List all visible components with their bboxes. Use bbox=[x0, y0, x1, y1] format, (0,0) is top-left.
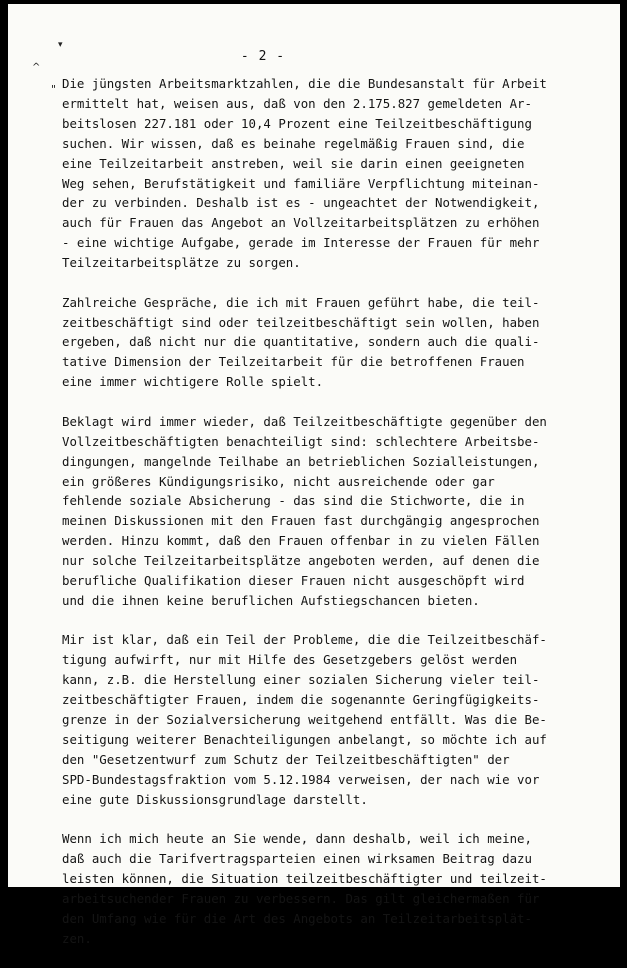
text-line: zen. bbox=[62, 930, 92, 946]
text-line: SPD-Bundestagsfraktion vom 5.12.1984 verweisen, der nach wie vor bbox=[62, 771, 540, 787]
text-line: nur solche Teilzeitarbeitsplätze angeboten werden, auf denen die bbox=[62, 553, 540, 569]
document-page bbox=[8, 4, 620, 946]
text-line: Mir ist klar, daß ein Teil der Probleme, die die Teilzeitbeschäf- bbox=[62, 632, 547, 648]
text-line: auch für Frauen das Angebot an Vollzeitarbeitsplätzen zu erhöhen bbox=[62, 215, 540, 231]
text-line: Beklagt wird immer wieder, daß Teilzeitbeschäftigte gegenüber den bbox=[62, 413, 547, 429]
text-line: kann, z.B. die Herstellung einer sozialen Sicherung vieler teil- bbox=[62, 672, 540, 688]
text-line: Vollzeitbeschäftigten benachteiligt sind: schlechtere Arbeitsbe- bbox=[62, 433, 540, 449]
text-line: grenze in der Sozialversicherung weitgehend entfällt. Was die Be- bbox=[62, 712, 547, 728]
text-line: eine gute Diskussionsgrundlage darstellt. bbox=[62, 791, 368, 807]
text-line: zeitbeschäftigter Frauen, indem die sogenannte Geringfügigkeits- bbox=[62, 692, 540, 708]
page-number: - 2 - bbox=[240, 49, 286, 64]
text-line: tative Dimension der Teilzeitarbeit für die betroffenen Frauen bbox=[62, 354, 525, 370]
text-line: eine immer wichtigere Rolle spielt. bbox=[62, 374, 324, 390]
text-line: fehlende soziale Absicherung - das sind die Stichworte, die in bbox=[62, 493, 525, 509]
paragraph bbox=[62, 74, 617, 273]
paragraph bbox=[62, 829, 617, 948]
text-line: der zu verbinden. Deshalb ist es - ungeachtet der Notwendigkeit, bbox=[62, 195, 540, 211]
text-line: Die jüngsten Arbeitsmarktzahlen, die die Bundesanstalt für Arbeit bbox=[62, 76, 547, 91]
scan-mark: ▾ bbox=[58, 40, 63, 50]
text-line: ein größeres Kündigungsrisiko, nicht ausreichende oder gar bbox=[62, 473, 495, 489]
handwritten-quote-mark: " bbox=[51, 83, 57, 96]
text-line: Wenn ich mich heute an Sie wende, dann deshalb, weil ich meine, bbox=[62, 831, 532, 847]
scan-mark: ^ bbox=[32, 62, 41, 73]
text-line: den "Gesetzentwurf zum Schutz der Teilzeitbeschäftigten" der bbox=[62, 751, 510, 767]
text-line: seitigung weiterer Benachteiligungen anbelangt, so möchte ich auf bbox=[62, 731, 547, 747]
text-line: den Umfang wie für die Art des Angebots an Teilzeitarbeitsplät- bbox=[62, 910, 532, 926]
text-line: - eine wichtige Aufgabe, gerade im Interesse der Frauen für mehr bbox=[62, 235, 540, 251]
text-line: zeitbeschäftigt sind oder teilzeitbeschäftigt sein wollen, haben bbox=[62, 314, 540, 330]
paragraph bbox=[62, 412, 617, 611]
text-line: Weg sehen, Berufstätigkeit und familiäre Verpflichtung miteinan- bbox=[62, 175, 540, 191]
text-line: meinen Diskussionen mit den Frauen fast durchgängig angesprochen bbox=[62, 513, 540, 529]
text-line: arbeitsuchender Frauen zu verbessern. Das gilt gleichermaßen für bbox=[62, 890, 540, 906]
paragraph bbox=[62, 630, 617, 809]
text-line: werden. Hinzu kommt, daß den Frauen offenbar in zu vielen Fällen bbox=[62, 533, 540, 549]
paragraph bbox=[62, 293, 617, 393]
text-line: und die ihnen keine beruflichen Aufstiegschancen bieten. bbox=[62, 592, 480, 608]
text-line: tigung aufwirft, nur mit Hilfe des Gesetzgebers gelöst werden bbox=[62, 652, 518, 668]
text-line: beitslosen 227.181 oder 10,4 Prozent eine Teilzeitbeschäftigung bbox=[62, 115, 532, 131]
text-line: Zahlreiche Gespräche, die ich mit Frauen geführt habe, die teil- bbox=[62, 294, 540, 310]
letter-body bbox=[62, 74, 617, 968]
text-line: leisten können, die Situation teilzeitbeschäftigter und teilzeit- bbox=[62, 871, 547, 886]
text-line: daß auch die Tarifvertragsparteien einen wirksamen Beitrag dazu bbox=[62, 851, 532, 867]
text-line: ermittelt hat, weisen aus, daß von den 2.175.827 gemeldeten Ar- bbox=[62, 95, 532, 111]
text-line: ergeben, daß nicht nur die quantitative, sondern auch die quali- bbox=[62, 334, 540, 350]
text-line: Teilzeitarbeitsplätze zu sorgen. bbox=[62, 255, 301, 271]
text-line: berufliche Qualifikation dieser Frauen nicht ausgeschöpft wird bbox=[62, 573, 525, 589]
text-line: suchen. Wir wissen, daß es beinahe regelmäßig Frauen sind, die bbox=[62, 135, 525, 151]
text-line: dingungen, mangelnde Teilhabe an betrieblichen Sozialleistungen, bbox=[62, 453, 540, 469]
text-line: eine Teilzeitarbeit anstreben, weil sie darin einen geeigneten bbox=[62, 155, 525, 171]
